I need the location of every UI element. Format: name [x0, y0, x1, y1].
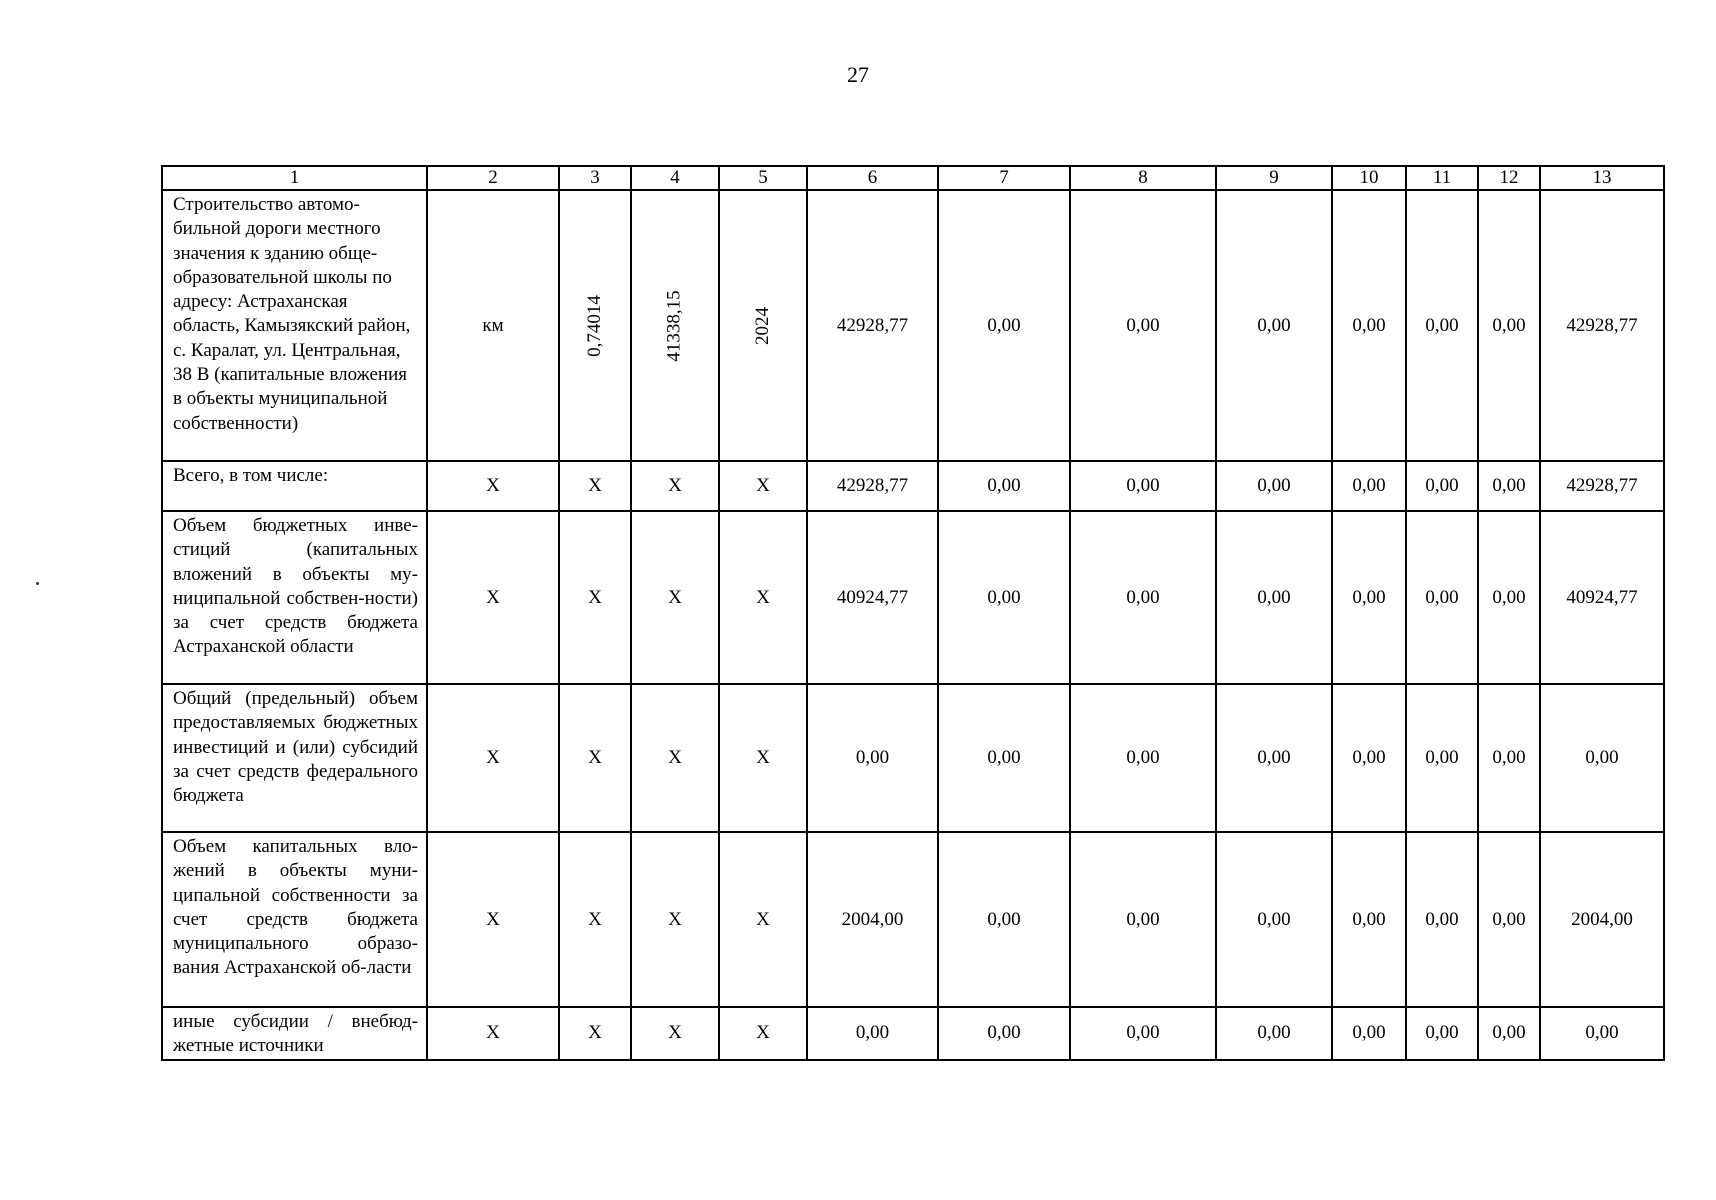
column-header: 3 — [559, 166, 631, 190]
table-cell: X — [719, 684, 807, 832]
table-cell: 0,00 — [1540, 1007, 1664, 1060]
table-cell: X — [631, 511, 719, 684]
vertical-cell-text: 2024 — [752, 306, 773, 345]
table-cell: X — [427, 832, 559, 1007]
table-cell: 0,00 — [938, 832, 1070, 1007]
table-cell: X — [631, 1007, 719, 1060]
table-cell: 0,00 — [938, 190, 1070, 461]
row-description: Общий (предельный) объем предоставляемых бюджетных инвестиций и (или) субсидий за счет средств федерального бюджета — [162, 684, 427, 832]
investment-table-container — [161, 165, 1663, 1061]
table-cell: 0,00 — [1332, 511, 1406, 684]
stray-dot-mark — [36, 582, 39, 585]
table-cell: 0,00 — [1216, 190, 1332, 461]
table-cell: 0,00 — [1478, 832, 1540, 1007]
table-cell: 0,00 — [807, 1007, 938, 1060]
row-description: Строительство автомо-бильной дороги местного значения к зданию обще-образовательной школы по адресу: Астраханская область, Камызякский район, с. Каралат, ул. Центральная, 38 В (капитальные вложения в объекты муниципальной собственности) — [162, 190, 427, 461]
table-cell: 0,00 — [1070, 832, 1216, 1007]
table-cell: 0,00 — [1406, 684, 1478, 832]
table-cell: 40924,77 — [1540, 511, 1664, 684]
column-header: 5 — [719, 166, 807, 190]
table-cell: 42928,77 — [1540, 190, 1664, 461]
table-cell: X — [631, 684, 719, 832]
table-row — [162, 461, 1664, 511]
table-cell: 0,00 — [1478, 461, 1540, 511]
table-cell: 0,00 — [1478, 684, 1540, 832]
table-cell: X — [559, 511, 631, 684]
table-cell — [631, 190, 719, 461]
table-cell: 42928,77 — [807, 190, 938, 461]
table-cell: 0,00 — [1332, 1007, 1406, 1060]
table-row — [162, 511, 1664, 684]
table-cell: X — [427, 511, 559, 684]
table-cell: 0,00 — [1332, 461, 1406, 511]
table-cell: 0,00 — [1406, 461, 1478, 511]
table-cell: X — [719, 511, 807, 684]
table-cell: 0,00 — [1332, 190, 1406, 461]
vertical-cell-text: 41338,15 — [664, 289, 685, 362]
table-cell: 0,00 — [1332, 832, 1406, 1007]
column-header: 10 — [1332, 166, 1406, 190]
table-cell: 0,00 — [1216, 1007, 1332, 1060]
row-description: Объем капитальных вло-жений в объекты муни-ципальной собственности за счет средств бюджета муниципального образо-вания Астраханской об-ласти — [162, 832, 427, 1007]
table-row — [162, 190, 1664, 461]
table-row — [162, 1007, 1664, 1060]
table-cell: 2004,00 — [1540, 832, 1664, 1007]
table-row — [162, 832, 1664, 1007]
table-cell: X — [631, 832, 719, 1007]
table-cell: 2004,00 — [807, 832, 938, 1007]
column-header: 1 — [162, 166, 427, 190]
column-header: 2 — [427, 166, 559, 190]
table-cell: X — [427, 461, 559, 511]
vertical-cell-text: 0,74014 — [584, 294, 605, 357]
table-cell: 0,00 — [1070, 684, 1216, 832]
table-cell: 0,00 — [1070, 1007, 1216, 1060]
row-description: Объем бюджетных инве-стиций (капитальных вложений в объекты му-ниципальной собствен-ности) за счет средств бюджета Астраханской области — [162, 511, 427, 684]
table-row — [162, 684, 1664, 832]
table-cell: 0,00 — [938, 511, 1070, 684]
table-cell: X — [427, 1007, 559, 1060]
table-cell: 0,00 — [1332, 684, 1406, 832]
table-cell: 0,00 — [938, 1007, 1070, 1060]
column-header: 13 — [1540, 166, 1664, 190]
table-cell: 0,00 — [1540, 684, 1664, 832]
table-cell: 0,00 — [1478, 511, 1540, 684]
table-cell: 0,00 — [1406, 190, 1478, 461]
table-cell: 0,00 — [1216, 832, 1332, 1007]
column-header: 7 — [938, 166, 1070, 190]
column-number-row — [162, 166, 1664, 190]
table-cell: X — [427, 684, 559, 832]
table-cell: X — [719, 832, 807, 1007]
column-header: 6 — [807, 166, 938, 190]
table-cell: X — [559, 832, 631, 1007]
table-cell: 0,00 — [1216, 461, 1332, 511]
table-cell: 0,00 — [1478, 1007, 1540, 1060]
table-cell: 0,00 — [807, 684, 938, 832]
row-description: иные субсидии / внебюд-жетные источники — [162, 1007, 427, 1060]
page-number: 27 — [847, 62, 869, 87]
column-header: 9 — [1216, 166, 1332, 190]
table-cell: X — [719, 461, 807, 511]
table-cell — [559, 190, 631, 461]
table-cell: 0,00 — [1216, 511, 1332, 684]
table-cell: 0,00 — [1406, 511, 1478, 684]
table-cell — [719, 190, 807, 461]
table-cell: X — [559, 1007, 631, 1060]
table-cell: 0,00 — [1070, 511, 1216, 684]
column-header: 8 — [1070, 166, 1216, 190]
column-header: 12 — [1478, 166, 1540, 190]
table-cell: 0,00 — [1406, 1007, 1478, 1060]
column-header: 11 — [1406, 166, 1478, 190]
table-cell: X — [631, 461, 719, 511]
table-cell: 0,00 — [1070, 190, 1216, 461]
table-cell: 42928,77 — [807, 461, 938, 511]
investment-table — [161, 165, 1665, 1061]
table-cell: X — [559, 461, 631, 511]
table-cell: 40924,77 — [807, 511, 938, 684]
table-cell: 0,00 — [1070, 461, 1216, 511]
table-cell: X — [559, 684, 631, 832]
table-cell: 0,00 — [1216, 684, 1332, 832]
row-description: Всего, в том числе: — [162, 461, 427, 511]
table-cell: 0,00 — [1478, 190, 1540, 461]
table-cell: X — [719, 1007, 807, 1060]
table-cell: 0,00 — [938, 461, 1070, 511]
table-cell: 0,00 — [938, 684, 1070, 832]
table-cell: 42928,77 — [1540, 461, 1664, 511]
column-header: 4 — [631, 166, 719, 190]
table-cell: км — [427, 190, 559, 461]
table-cell: 0,00 — [1406, 832, 1478, 1007]
